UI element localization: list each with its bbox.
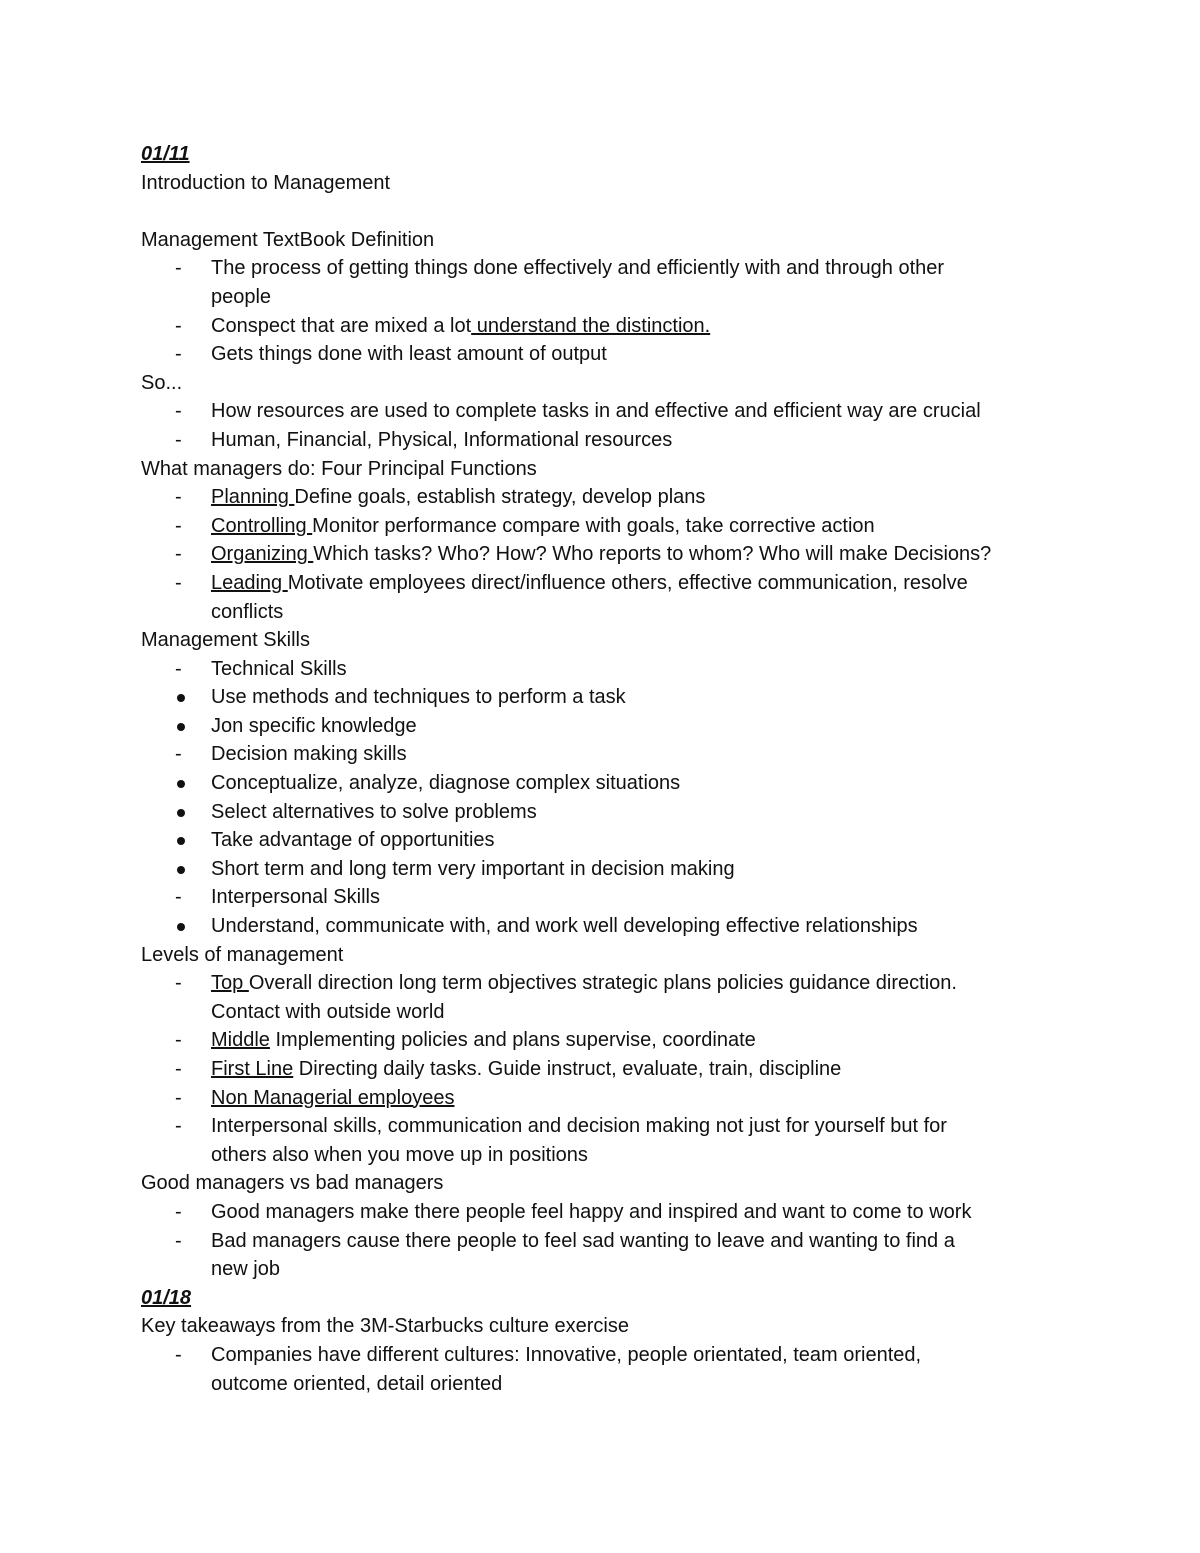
item-text: Interpersonal Skills xyxy=(211,886,380,909)
list-item xyxy=(141,1198,1081,1227)
item-text: Decision making skills xyxy=(211,743,407,766)
item-text: conflicts xyxy=(211,600,284,623)
dash-marker: - xyxy=(175,1229,182,1252)
list-item xyxy=(141,883,1081,912)
list-item xyxy=(141,426,1081,455)
dash-marker: - xyxy=(175,1086,182,1109)
dash-marker: - xyxy=(175,1115,182,1138)
item-text: people xyxy=(211,285,272,308)
list-item-continuation xyxy=(141,1141,1081,1170)
dash-marker: - xyxy=(175,1029,182,1052)
list-item xyxy=(141,655,1081,684)
underlined-term: understand the distinction. xyxy=(471,314,711,337)
dash-marker: - xyxy=(175,343,182,366)
section-heading: Introduction to Management xyxy=(141,171,391,194)
dash-marker: - xyxy=(175,486,182,509)
item-text: Interpersonal skills, communication and decision making not just for yourself but for xyxy=(211,1115,947,1138)
list-item xyxy=(141,683,1081,712)
dash-marker: - xyxy=(175,743,182,766)
list-item xyxy=(141,1227,1081,1256)
item-text: Human, Financial, Physical, Informational resources xyxy=(211,428,673,451)
document-page xyxy=(141,140,1081,1398)
item-text: Overall direction long term objectives strategic plans policies guidance direction. xyxy=(248,972,957,995)
item-text: Define goals, establish strategy, develop plans xyxy=(294,486,706,509)
dash-marker: - xyxy=(175,314,182,337)
list-item-continuation xyxy=(141,1255,1081,1284)
dash-marker: - xyxy=(175,657,182,680)
underlined-term: Non Managerial employees xyxy=(211,1086,455,1109)
dash-marker: - xyxy=(175,886,182,909)
item-text: Directing daily tasks. Guide instruct, evaluate, train, discipline xyxy=(293,1058,842,1080)
list-item-continuation xyxy=(141,283,1081,312)
list-item xyxy=(141,1112,1081,1141)
section-heading: Management Skills xyxy=(141,629,310,652)
dash-marker: - xyxy=(175,400,182,423)
section-heading: Key takeaways from the 3M-Starbucks culture exercise xyxy=(141,1315,629,1338)
list-item xyxy=(141,769,1081,798)
list-item xyxy=(141,798,1081,827)
underlined-term: Top xyxy=(211,972,249,995)
item-text: Implementing policies and plans supervise, coordinate xyxy=(269,1029,756,1052)
item-text: new job xyxy=(211,1258,280,1281)
list-item xyxy=(141,1026,1081,1055)
dash-marker: - xyxy=(175,972,182,995)
section-heading: So... xyxy=(141,371,183,394)
item-text: Monitor performance compare with goals, take corrective action xyxy=(312,514,875,537)
item-text: Short term and long term very important in decision making xyxy=(211,857,735,880)
list-item xyxy=(141,1055,1081,1084)
item-text: Conceptualize, analyze, diagnose complex situations xyxy=(211,772,681,795)
list-item-continuation xyxy=(141,598,1081,627)
list-item xyxy=(141,855,1081,884)
item-text: The process of getting things done effectively and efficiently with and through other xyxy=(211,257,945,280)
underlined-term: Leading xyxy=(211,571,288,594)
list-item xyxy=(141,712,1081,741)
item-text: Understand, communicate with, and work well developing effective relationships xyxy=(211,915,918,938)
list-item xyxy=(141,483,1081,512)
date-heading: 01/18 xyxy=(141,1286,192,1309)
underlined-term: Organizing xyxy=(211,543,314,566)
item-text: Take advantage of opportunities xyxy=(211,829,495,852)
dash-marker: - xyxy=(175,514,182,537)
item-text: others also when you move up in positions xyxy=(211,1143,588,1166)
dash-marker: - xyxy=(175,1058,182,1080)
item-text: Good managers make there people feel happy and inspired and want to come to work xyxy=(211,1200,972,1223)
item-text: Select alternatives to solve problems xyxy=(211,800,537,823)
list-item xyxy=(141,512,1081,541)
list-item xyxy=(141,912,1081,941)
item-text: Jon specific knowledge xyxy=(211,714,417,737)
list-item xyxy=(141,1341,1081,1370)
section-heading: What managers do: Four Principal Functions xyxy=(141,457,537,480)
underlined-term: Middle xyxy=(211,1029,270,1052)
list-item-continuation xyxy=(141,1370,1081,1399)
item-text: Gets things done with least amount of output xyxy=(211,343,607,366)
blank-line xyxy=(141,197,1081,226)
item-text: Which tasks? Who? How? Who reports to whom? Who will make Decisions? xyxy=(313,543,992,566)
list-item xyxy=(141,826,1081,855)
date-heading: 01/11 xyxy=(141,143,190,165)
item-text: Motivate employees direct/influence others, effective communication, resolve xyxy=(287,571,968,594)
item-text: Contact with outside world xyxy=(211,1000,445,1023)
section-heading: Management TextBook Definition xyxy=(141,228,435,251)
list-item xyxy=(141,312,1081,341)
dash-marker: - xyxy=(175,543,182,566)
dash-marker: - xyxy=(175,1343,182,1366)
section-heading: Good managers vs bad managers xyxy=(141,1172,444,1195)
list-item xyxy=(141,1084,1081,1113)
underlined-term: First Line xyxy=(211,1058,294,1080)
underlined-term: Planning xyxy=(211,486,295,509)
section-heading: Levels of management xyxy=(141,943,344,966)
list-item xyxy=(141,740,1081,769)
dash-marker: - xyxy=(175,571,182,594)
underlined-term: Controlling xyxy=(211,514,313,537)
list-item xyxy=(141,397,1081,426)
dash-marker: - xyxy=(175,257,182,280)
item-text: How resources are used to complete tasks in and effective and efficient way are crucial xyxy=(211,400,981,423)
list-item-continuation xyxy=(141,998,1081,1027)
list-item xyxy=(141,569,1081,598)
list-item xyxy=(141,540,1081,569)
item-text: Technical Skills xyxy=(211,657,347,680)
item-text: Conspect that are mixed a lot xyxy=(211,314,472,337)
item-text: outcome oriented, detail oriented xyxy=(211,1372,503,1395)
list-item xyxy=(141,969,1081,998)
item-text: Companies have different cultures: Innovative, people orientated, team oriented, xyxy=(211,1343,922,1366)
item-text: Use methods and techniques to perform a task xyxy=(211,686,626,709)
dash-marker: - xyxy=(175,428,182,451)
list-item xyxy=(141,340,1081,369)
dash-marker: - xyxy=(175,1200,182,1223)
list-item xyxy=(141,254,1081,283)
item-text: Bad managers cause there people to feel sad wanting to leave and wanting to find a xyxy=(211,1229,955,1252)
